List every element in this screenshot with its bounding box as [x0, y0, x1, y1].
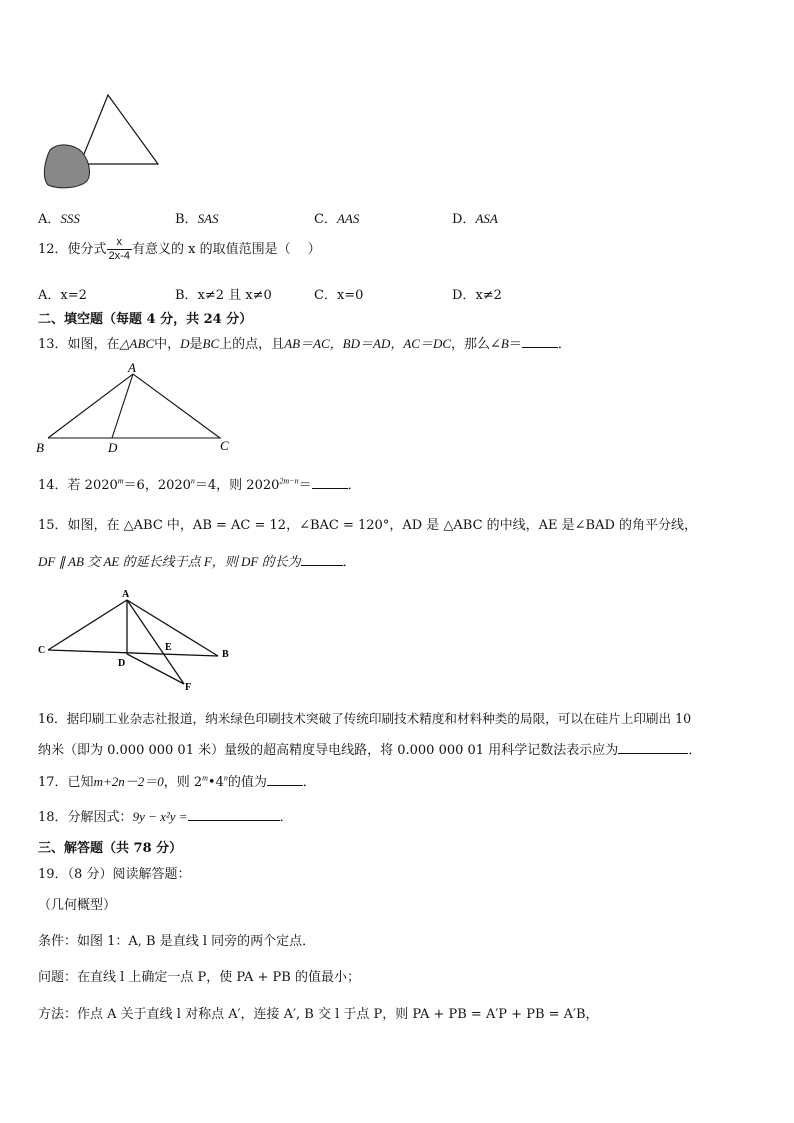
q17-answer-blank[interactable] [267, 773, 303, 786]
q11-option-d[interactable]: D．ASA [452, 211, 498, 227]
ink-blot [44, 145, 89, 188]
q12-fraction: $\frac{x}{2x-4}$ [108, 236, 130, 262]
q11-option-a[interactable]: A．SSS [38, 211, 80, 227]
q19-condition: 条件：如图 1：A, B 是直线 l 同旁的两个定点． [38, 934, 316, 949]
segment-df [127, 654, 184, 684]
q15-line-2: DF ∥ AB 交 AE 的延长线于点 F，则 DF 的长为 ． [38, 554, 356, 570]
q16-line-2: 纳米（即为 0.000 000 01 米）量级的超高精度导电线路，将 0.000 000 01 用科学记数法表示应为 ． [38, 743, 702, 758]
label-b: B [222, 649, 229, 660]
q13-figure [30, 360, 240, 456]
label-a: A [128, 360, 136, 375]
q15-line-1: 15．如图，在 △ABC 中，AB = AC = 12，∠BAC = 120°，AD 是 △ABC 的中线，AE 是∠BAD 的角平分线， [38, 518, 698, 533]
q16-line-1: 16．据印刷工业杂志社报道，纳米绿色印刷技术突破了传统印刷技术精度和材料种类的局限，可以在硅片上印刷出 10 [38, 711, 692, 726]
label-d: D [118, 658, 126, 669]
segment-af [127, 600, 184, 684]
label-e: E [165, 642, 172, 653]
label-d: D [108, 440, 118, 455]
label-b: B [36, 440, 44, 455]
q18-answer-blank[interactable] [188, 808, 280, 821]
segment-ac [48, 600, 127, 650]
q11-option-b[interactable]: B．SAS [175, 211, 219, 227]
q13-stem: 13．如图，在△ABC中，D是BC上的点，且AB＝AC，BD＝AD，AC＝DC，那么∠B＝ ． [38, 336, 571, 352]
q11-option-c[interactable]: C．AAS [314, 211, 360, 227]
label-a: A [122, 589, 130, 600]
q14-stem: 14．若 $2020^m=6$，$2020^n=4$，则 $2020^{2m-n}=$ ． [38, 476, 361, 493]
q12-option-c[interactable]: C．x=0 [314, 288, 364, 303]
q16-answer-blank[interactable] [618, 741, 688, 754]
q18-stem: 18．分解因式：9y − x²y = ． [38, 809, 293, 825]
q15-answer-blank[interactable] [301, 553, 343, 566]
q12-option-b[interactable]: B．x≠2 且 x≠0 [175, 288, 272, 303]
q19-problem: 问题：在直线 l 上确定一点 P，使 PA + PB 的值最小； [38, 970, 360, 985]
segment-ab [127, 600, 218, 656]
section-3-title: 三、解答题（共 78 分） [38, 841, 183, 856]
q19-header: 19．（8 分）阅读解答题： [38, 867, 191, 882]
q13-answer-blank[interactable] [522, 335, 558, 348]
q12-option-d[interactable]: D．x≠2 [452, 288, 502, 303]
label-c: C [38, 645, 46, 656]
section-2-title: 二、填空题（每题 4 分，共 24 分） [38, 312, 253, 327]
segment-ad [112, 374, 133, 438]
triangle-shape [80, 95, 158, 164]
segment-cb [48, 650, 218, 656]
label-c: C [220, 438, 229, 453]
q19-method: 方法：作点 A 关于直线 l 对称点 A′，连接 A′, B 交 l 于点 P，则 PA + PB = A′P + PB = A′B， [38, 1007, 599, 1022]
label-f: F [185, 682, 192, 692]
q15-figure [36, 586, 236, 692]
q14-answer-blank[interactable] [312, 476, 348, 489]
q17-stem: 17．已知m+2n－2＝0，则 2$^m$•4$^n$的值为 ． [38, 773, 316, 790]
q11-figure [38, 90, 168, 192]
q19-model: （几何概型） [38, 898, 117, 913]
triangle-abc [48, 374, 220, 438]
q12-option-a[interactable]: A．x=2 [38, 288, 87, 303]
q12-stem: 12．使分式 $\frac{x}{2x-4}$ 有意义的 x 的取值范围是（ ） [38, 236, 321, 262]
